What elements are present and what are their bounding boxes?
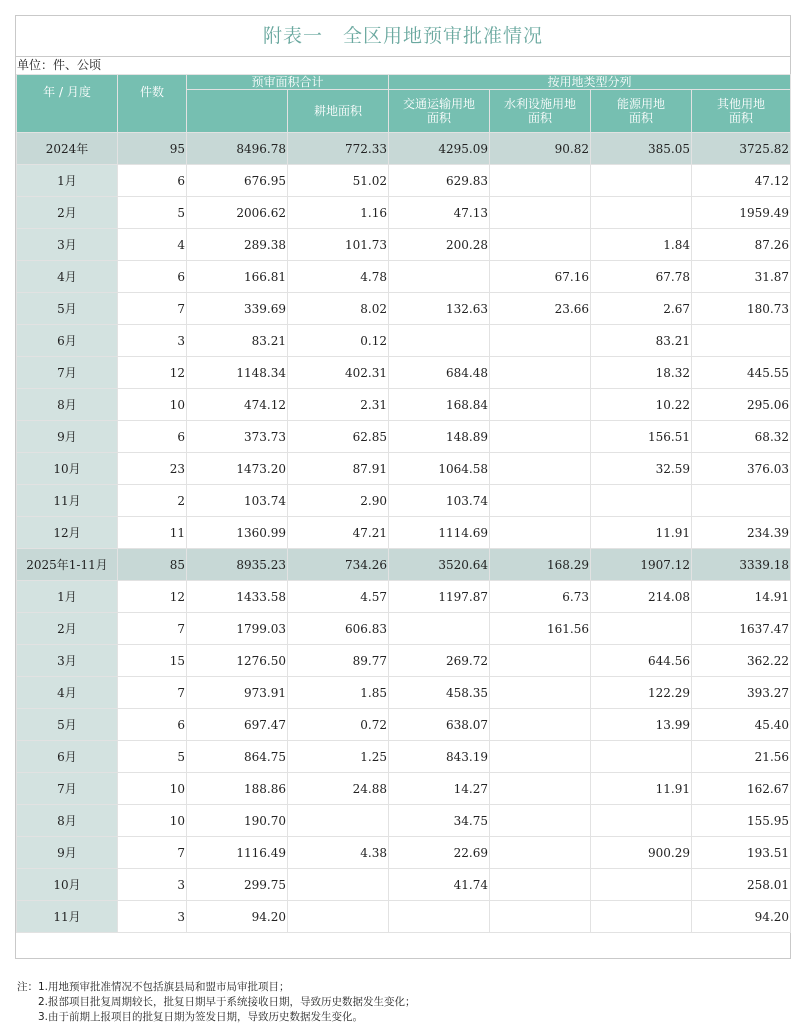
count-cell: 7 <box>118 613 187 645</box>
energy-cell: 214.08 <box>591 581 692 613</box>
transport-cell: 148.89 <box>389 421 490 453</box>
water-cell <box>490 229 591 261</box>
count-cell: 5 <box>118 741 187 773</box>
total-cell: 299.75 <box>187 869 288 901</box>
transport-cell: 638.07 <box>389 709 490 741</box>
energy-cell: 18.32 <box>591 357 692 389</box>
cultivated-cell: 1.25 <box>288 741 389 773</box>
period-cell: 6月 <box>17 741 118 773</box>
period-cell: 2024年 <box>17 133 118 165</box>
water-cell <box>490 517 591 549</box>
table-row <box>17 229 791 261</box>
cultivated-cell: 4.78 <box>288 261 389 293</box>
cultivated-cell: 87.91 <box>288 453 389 485</box>
water-cell <box>490 677 591 709</box>
transport-cell: 4295.09 <box>389 133 490 165</box>
total-cell: 474.12 <box>187 389 288 421</box>
total-cell: 1473.20 <box>187 453 288 485</box>
period-cell: 2025年1-11月 <box>17 549 118 581</box>
table-row <box>17 389 791 421</box>
energy-cell: 156.51 <box>591 421 692 453</box>
table-row <box>17 677 791 709</box>
cultivated-cell: 4.38 <box>288 837 389 869</box>
note-line: 注：1.用地预审批准情况不包括旗县局和盟市局审批项目； <box>17 981 290 993</box>
period-cell: 8月 <box>17 389 118 421</box>
cultivated-cell <box>288 805 389 837</box>
count-cell: 7 <box>118 677 187 709</box>
other-cell: 295.06 <box>692 389 791 421</box>
period-cell: 7月 <box>17 357 118 389</box>
water-cell <box>490 165 591 197</box>
table-row <box>17 325 791 357</box>
count-cell: 10 <box>118 773 187 805</box>
total-cell: 188.86 <box>187 773 288 805</box>
water-cell <box>490 805 591 837</box>
count-cell: 85 <box>118 549 187 581</box>
other-cell: 193.51 <box>692 837 791 869</box>
count-cell: 3 <box>118 325 187 357</box>
cultivated-cell: 89.77 <box>288 645 389 677</box>
period-cell: 11月 <box>17 901 118 933</box>
table-row <box>17 869 791 901</box>
total-cell: 94.20 <box>187 901 288 933</box>
energy-cell: 67.78 <box>591 261 692 293</box>
count-cell: 3 <box>118 869 187 901</box>
cultivated-cell: 402.31 <box>288 357 389 389</box>
transport-cell <box>389 613 490 645</box>
other-cell: 87.26 <box>692 229 791 261</box>
other-cell: 376.03 <box>692 453 791 485</box>
period-cell: 6月 <box>17 325 118 357</box>
transport-cell: 3520.64 <box>389 549 490 581</box>
period-cell: 10月 <box>17 869 118 901</box>
transport-cell: 132.63 <box>389 293 490 325</box>
energy-cell <box>591 165 692 197</box>
note-line: 2.报部项目批复周期较长，批复日期早于系统接收日期，导致历史数据发生变化； <box>17 996 416 1008</box>
period-cell: 3月 <box>17 229 118 261</box>
period-cell: 2月 <box>17 197 118 229</box>
count-cell: 6 <box>118 709 187 741</box>
water-cell: 161.56 <box>490 613 591 645</box>
cultivated-cell: 8.02 <box>288 293 389 325</box>
other-cell <box>692 485 791 517</box>
transport-cell: 168.84 <box>389 389 490 421</box>
energy-cell <box>591 901 692 933</box>
header-energy: 能源用地 面积 <box>591 90 692 133</box>
transport-cell: 41.74 <box>389 869 490 901</box>
table-row <box>17 805 791 837</box>
transport-cell: 14.27 <box>389 773 490 805</box>
header-by-type: 按用地类型分列 <box>389 75 791 90</box>
unit-label: 单位：件、公顷 <box>17 58 102 72</box>
transport-cell: 34.75 <box>389 805 490 837</box>
water-cell: 23.66 <box>490 293 591 325</box>
period-cell: 9月 <box>17 837 118 869</box>
water-cell: 67.16 <box>490 261 591 293</box>
other-cell: 21.56 <box>692 741 791 773</box>
table-row-total <box>17 133 791 165</box>
count-cell: 12 <box>118 581 187 613</box>
header-total-area-blank <box>187 90 288 133</box>
note-line: 3.由于前期上报项目的批复日期为签发日期，导致历史数据发生变化。 <box>17 1011 364 1023</box>
total-cell: 166.81 <box>187 261 288 293</box>
transport-cell: 458.35 <box>389 677 490 709</box>
other-cell: 362.22 <box>692 645 791 677</box>
table-row <box>17 165 791 197</box>
total-cell: 1360.99 <box>187 517 288 549</box>
water-cell <box>490 741 591 773</box>
count-cell: 7 <box>118 293 187 325</box>
energy-cell: 2.67 <box>591 293 692 325</box>
transport-cell: 47.13 <box>389 197 490 229</box>
count-cell: 2 <box>118 485 187 517</box>
other-cell: 180.73 <box>692 293 791 325</box>
transport-cell: 22.69 <box>389 837 490 869</box>
table-row <box>17 517 791 549</box>
cultivated-cell: 101.73 <box>288 229 389 261</box>
table-row <box>17 293 791 325</box>
other-cell: 258.01 <box>692 869 791 901</box>
other-cell: 3725.82 <box>692 133 791 165</box>
water-cell <box>490 901 591 933</box>
total-cell: 864.75 <box>187 741 288 773</box>
cultivated-cell: 47.21 <box>288 517 389 549</box>
table-row <box>17 645 791 677</box>
other-cell <box>692 325 791 357</box>
water-cell <box>490 453 591 485</box>
transport-cell: 843.19 <box>389 741 490 773</box>
water-cell <box>490 421 591 453</box>
header-water: 水利设施用地 面积 <box>490 90 591 133</box>
total-cell: 289.38 <box>187 229 288 261</box>
total-cell: 8496.78 <box>187 133 288 165</box>
period-cell: 1月 <box>17 581 118 613</box>
other-cell: 3339.18 <box>692 549 791 581</box>
count-cell: 4 <box>118 229 187 261</box>
cultivated-cell: 62.85 <box>288 421 389 453</box>
energy-cell: 11.91 <box>591 517 692 549</box>
count-cell: 11 <box>118 517 187 549</box>
transport-cell: 1064.58 <box>389 453 490 485</box>
table-row <box>17 581 791 613</box>
count-cell: 10 <box>118 805 187 837</box>
cultivated-cell: 2.31 <box>288 389 389 421</box>
energy-cell: 10.22 <box>591 389 692 421</box>
table-row <box>17 741 791 773</box>
cultivated-cell: 734.26 <box>288 549 389 581</box>
count-cell: 12 <box>118 357 187 389</box>
period-cell: 9月 <box>17 421 118 453</box>
other-cell: 234.39 <box>692 517 791 549</box>
count-cell: 10 <box>118 389 187 421</box>
water-cell <box>490 197 591 229</box>
other-cell: 31.87 <box>692 261 791 293</box>
cultivated-cell: 1.85 <box>288 677 389 709</box>
table-row <box>17 485 791 517</box>
other-cell: 162.67 <box>692 773 791 805</box>
other-cell: 1637.47 <box>692 613 791 645</box>
header-transport: 交通运输用地 面积 <box>389 90 490 133</box>
water-cell <box>490 485 591 517</box>
total-cell: 83.21 <box>187 325 288 357</box>
cultivated-cell: 1.16 <box>288 197 389 229</box>
cultivated-cell: 4.57 <box>288 581 389 613</box>
table-row <box>17 453 791 485</box>
header-other: 其他用地 面积 <box>692 90 791 133</box>
water-cell <box>490 645 591 677</box>
transport-cell: 1114.69 <box>389 517 490 549</box>
energy-cell <box>591 485 692 517</box>
energy-cell: 122.29 <box>591 677 692 709</box>
table-row-total <box>17 549 791 581</box>
count-cell: 95 <box>118 133 187 165</box>
transport-cell: 200.28 <box>389 229 490 261</box>
period-cell: 5月 <box>17 709 118 741</box>
transport-cell <box>389 261 490 293</box>
total-cell: 973.91 <box>187 677 288 709</box>
total-cell: 1116.49 <box>187 837 288 869</box>
total-cell: 1433.58 <box>187 581 288 613</box>
header-period: 年 / 月度 <box>17 75 118 133</box>
report-sheet <box>15 15 791 1023</box>
transport-cell: 1197.87 <box>389 581 490 613</box>
count-cell: 5 <box>118 197 187 229</box>
count-cell: 6 <box>118 261 187 293</box>
total-cell: 103.74 <box>187 485 288 517</box>
total-cell: 2006.62 <box>187 197 288 229</box>
energy-cell: 11.91 <box>591 773 692 805</box>
water-cell <box>490 357 591 389</box>
table-row <box>17 421 791 453</box>
table-row <box>17 901 791 933</box>
table-body <box>17 133 791 933</box>
period-cell: 7月 <box>17 773 118 805</box>
total-cell: 1799.03 <box>187 613 288 645</box>
transport-cell <box>389 901 490 933</box>
title-divider <box>16 56 790 57</box>
water-cell: 90.82 <box>490 133 591 165</box>
water-cell <box>490 773 591 805</box>
period-cell: 8月 <box>17 805 118 837</box>
energy-cell: 1907.12 <box>591 549 692 581</box>
total-cell: 697.47 <box>187 709 288 741</box>
cultivated-cell <box>288 869 389 901</box>
transport-cell: 269.72 <box>389 645 490 677</box>
period-cell: 4月 <box>17 677 118 709</box>
table-row <box>17 261 791 293</box>
transport-cell: 629.83 <box>389 165 490 197</box>
other-cell: 45.40 <box>692 709 791 741</box>
water-cell: 6.73 <box>490 581 591 613</box>
total-cell: 8935.23 <box>187 549 288 581</box>
total-cell: 339.69 <box>187 293 288 325</box>
period-cell: 5月 <box>17 293 118 325</box>
other-cell: 14.91 <box>692 581 791 613</box>
period-cell: 4月 <box>17 261 118 293</box>
water-cell: 168.29 <box>490 549 591 581</box>
energy-cell: 1.84 <box>591 229 692 261</box>
table-row <box>17 709 791 741</box>
notes <box>17 980 416 1025</box>
page-title: 附表一 全区用地预审批准情况 <box>262 25 543 47</box>
other-cell: 393.27 <box>692 677 791 709</box>
header-count: 件数 <box>118 75 187 133</box>
water-cell <box>490 389 591 421</box>
total-cell: 1276.50 <box>187 645 288 677</box>
approval-table <box>16 74 791 933</box>
other-cell: 1959.49 <box>692 197 791 229</box>
total-cell: 676.95 <box>187 165 288 197</box>
water-cell <box>490 709 591 741</box>
cultivated-cell: 0.72 <box>288 709 389 741</box>
total-cell: 1148.34 <box>187 357 288 389</box>
other-cell: 47.12 <box>692 165 791 197</box>
header-cultivated: 耕地面积 <box>288 90 389 133</box>
energy-cell <box>591 613 692 645</box>
energy-cell: 83.21 <box>591 325 692 357</box>
water-cell <box>490 837 591 869</box>
transport-cell: 103.74 <box>389 485 490 517</box>
count-cell: 3 <box>118 901 187 933</box>
other-cell: 94.20 <box>692 901 791 933</box>
cultivated-cell: 0.12 <box>288 325 389 357</box>
table-row <box>17 837 791 869</box>
period-cell: 1月 <box>17 165 118 197</box>
cultivated-cell: 772.33 <box>288 133 389 165</box>
cultivated-cell: 606.83 <box>288 613 389 645</box>
period-cell: 11月 <box>17 485 118 517</box>
energy-cell <box>591 197 692 229</box>
energy-cell <box>591 805 692 837</box>
transport-cell: 684.48 <box>389 357 490 389</box>
count-cell: 6 <box>118 165 187 197</box>
period-cell: 3月 <box>17 645 118 677</box>
energy-cell: 900.29 <box>591 837 692 869</box>
count-cell: 6 <box>118 421 187 453</box>
total-cell: 373.73 <box>187 421 288 453</box>
energy-cell <box>591 869 692 901</box>
cultivated-cell: 2.90 <box>288 485 389 517</box>
cultivated-cell: 51.02 <box>288 165 389 197</box>
period-cell: 12月 <box>17 517 118 549</box>
period-cell: 10月 <box>17 453 118 485</box>
table-row <box>17 197 791 229</box>
water-cell <box>490 325 591 357</box>
energy-cell <box>591 741 692 773</box>
count-cell: 7 <box>118 837 187 869</box>
period-cell: 2月 <box>17 613 118 645</box>
total-cell: 190.70 <box>187 805 288 837</box>
table-row <box>17 357 791 389</box>
other-cell: 68.32 <box>692 421 791 453</box>
other-cell: 155.95 <box>692 805 791 837</box>
transport-cell <box>389 325 490 357</box>
cultivated-cell: 24.88 <box>288 773 389 805</box>
count-cell: 23 <box>118 453 187 485</box>
table-row <box>17 773 791 805</box>
count-cell: 15 <box>118 645 187 677</box>
table-row <box>17 613 791 645</box>
energy-cell: 385.05 <box>591 133 692 165</box>
energy-cell: 13.99 <box>591 709 692 741</box>
cultivated-cell <box>288 901 389 933</box>
energy-cell: 32.59 <box>591 453 692 485</box>
other-cell: 445.55 <box>692 357 791 389</box>
energy-cell: 644.56 <box>591 645 692 677</box>
header-total-area: 预审面积合计 <box>187 75 389 90</box>
water-cell <box>490 869 591 901</box>
